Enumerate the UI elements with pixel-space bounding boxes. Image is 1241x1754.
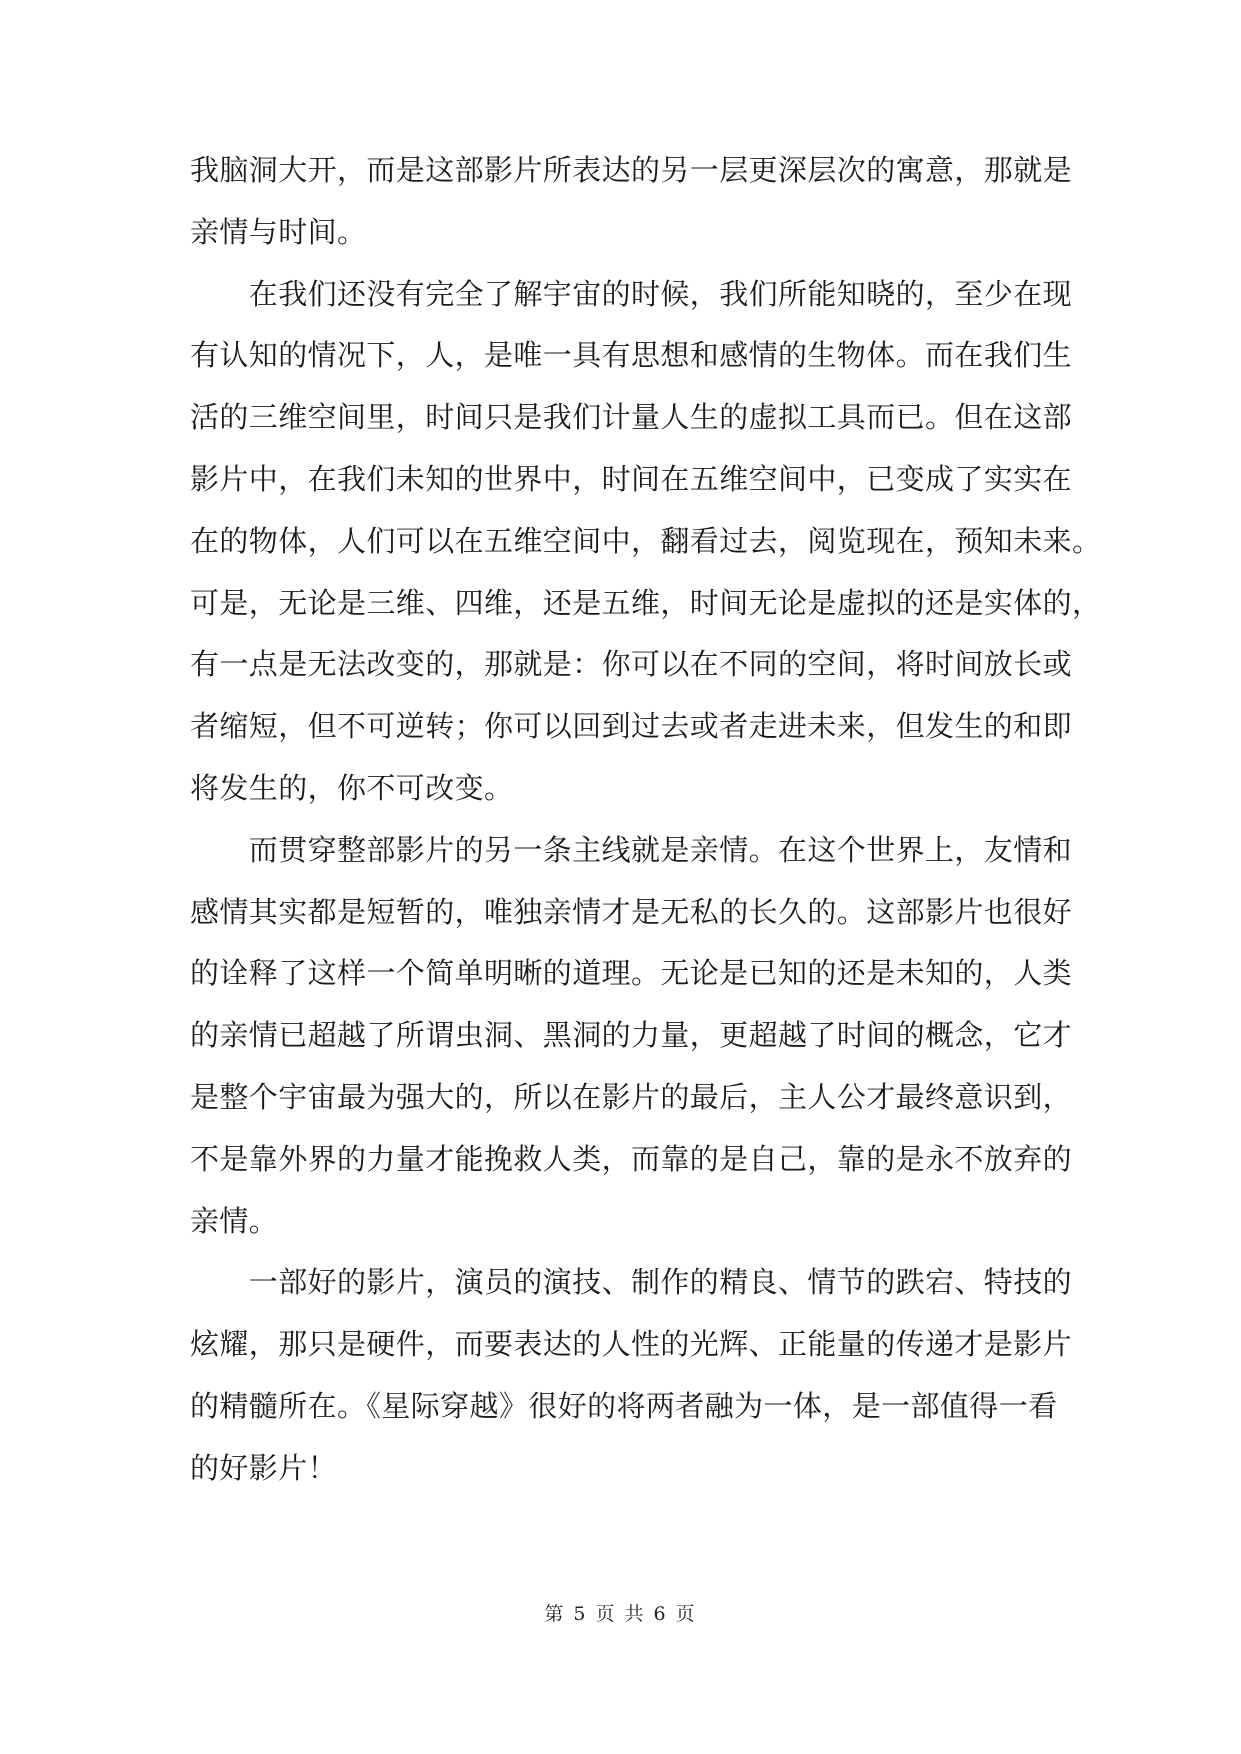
text-line: 的亲情已超越了所谓虫洞、黑洞的力量，更超越了时间的概念，它才 (190, 1018, 1073, 1053)
text-line: 感情其实都是短暂的，唯独亲情才是无私的长久的。这部影片也很好 (190, 894, 1073, 929)
text-line: 活的三维空间里，时间只是我们计量人生的虚拟工具而已。但在这部 (190, 400, 1073, 435)
text-line: 亲情。 (190, 1203, 279, 1238)
text-line: 是整个宇宙最为强大的，所以在影片的最后，主人公才最终意识到， (190, 1079, 1073, 1114)
text-line: 影片中，在我们未知的世界中，时间在五维空间中，已变成了实实在 (190, 461, 1073, 496)
text-line: 我脑洞大开，而是这部影片所表达的另一层更深层次的寓意，那就是 (190, 153, 1073, 187)
text-line: 的好影片！ (190, 1450, 338, 1485)
text-line: 亲情与时间。 (190, 214, 367, 249)
text-line: 在我们还没有完全了解宇宙的时候，我们所能知晓的，至少在现 (190, 276, 1073, 311)
text-line: 的诠释了这样一个简单明晰的道理。无论是已知的还是未知的，人类 (190, 956, 1073, 991)
text-line: 有认知的情况下，人，是唯一具有思想和感情的生物体。而在我们生 (190, 338, 1073, 373)
text-line: 一部好的影片，演员的演技、制作的精良、情节的跌宕、特技的 (190, 1265, 1073, 1300)
text-line: 可是，无论是三维、四维，还是五维，时间无论是虚拟的还是实体的， (190, 585, 1102, 620)
text-line: 的精髓所在。《星际穿越》很好的将两者融为一体，是一部值得一看 (190, 1388, 1058, 1423)
body-text (190, 140, 1102, 1500)
page-footer (0, 1602, 1241, 1626)
page-number-label: 第 5 页 共 6 页 (544, 1603, 697, 1625)
text-line: 者缩短，但不可逆转；你可以回到过去或者走进未来，但发生的和即 (190, 709, 1073, 744)
text-line: 有一点是无法改变的，那就是：你可以在不同的空间，将时间放长或 (190, 647, 1073, 682)
text-line: 不是靠外界的力量才能挽救人类，而靠的是自己，靠的是永不放弃的 (190, 1141, 1073, 1176)
text-line: 炫耀，那只是硬件，而要表达的人性的光辉、正能量的传递才是影片 (190, 1327, 1073, 1362)
text-line: 而贯穿整部影片的另一条主线就是亲情。在这个世界上，友情和 (190, 832, 1073, 867)
text-line: 将发生的，你不可改变。 (190, 770, 514, 805)
text-line: 在的物体，人们可以在五维空间中，翻看过去，阅览现在，预知未来。 (190, 523, 1102, 558)
